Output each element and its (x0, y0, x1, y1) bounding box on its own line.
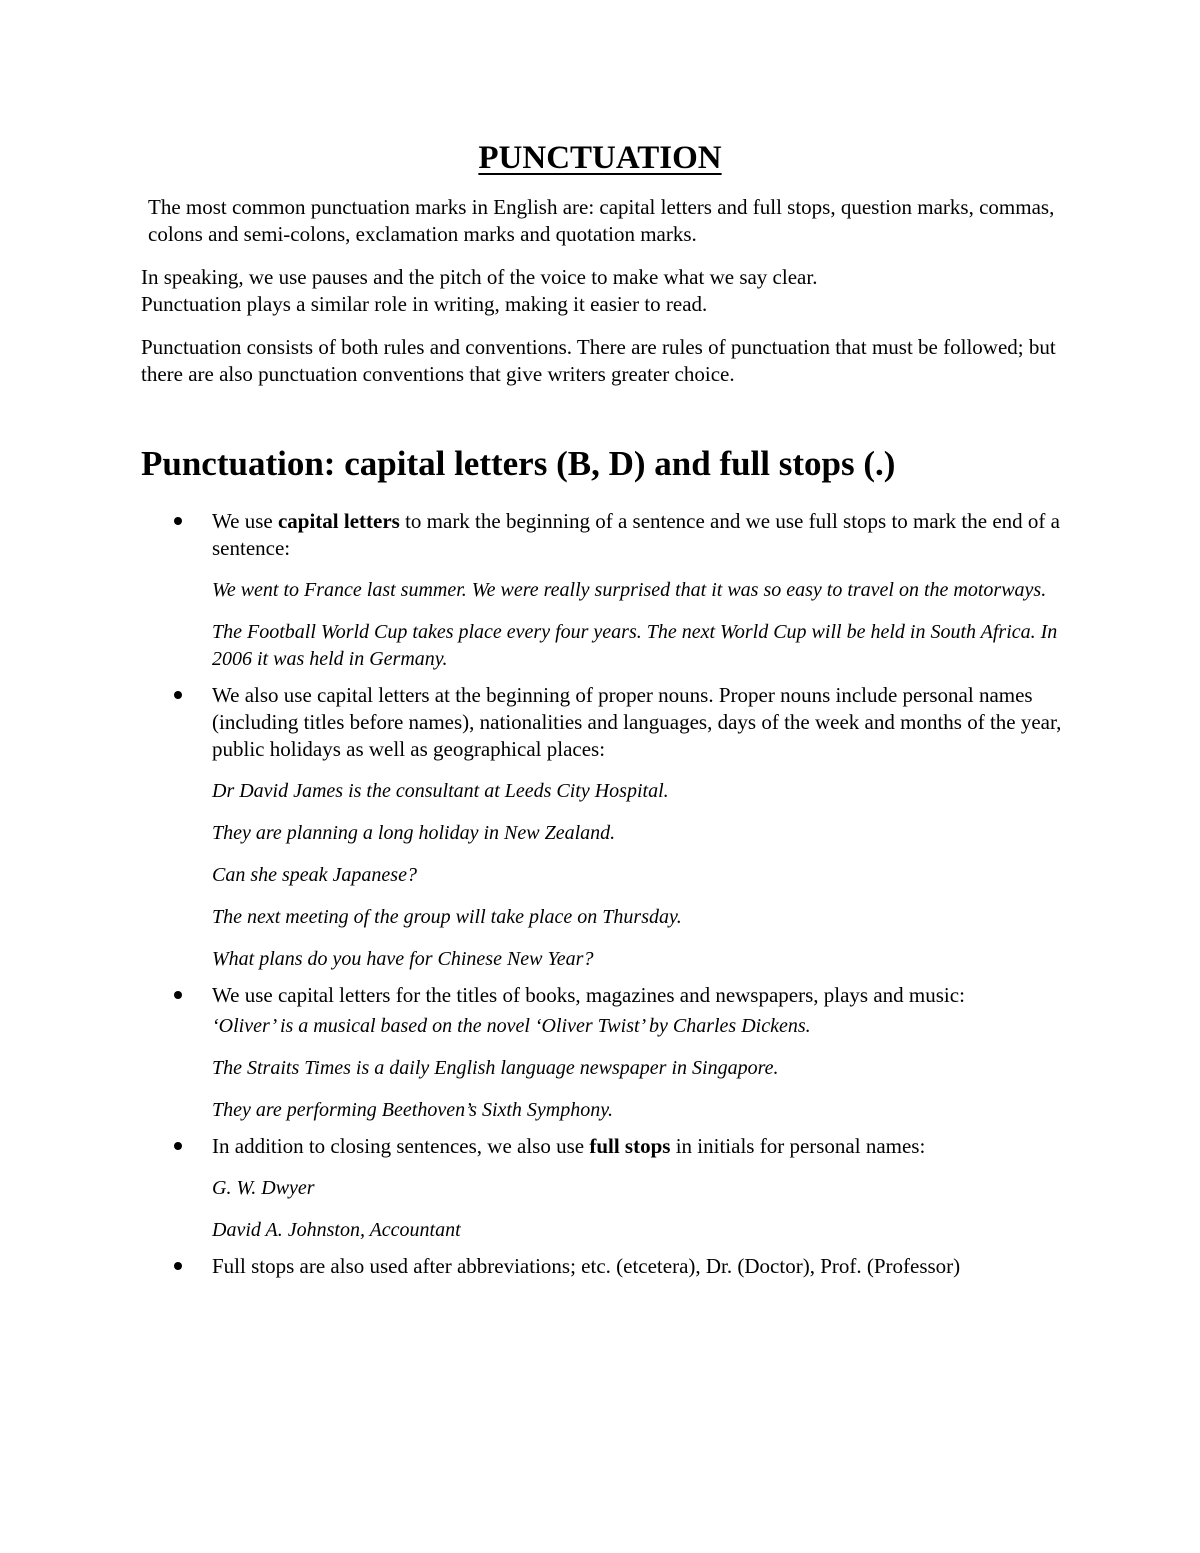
bullet-text-end: to mark the beginning of a sentence and we use full stops to mark the end of a sentence: (212, 509, 1060, 560)
example-sentence: G. W. Dwyer (212, 1177, 315, 1199)
example-sentence: They are planning a long holiday in New Zealand. (212, 822, 616, 844)
bullet-text-start: In addition to closing sentences, we also use (212, 1134, 590, 1158)
bullet-item (141, 1253, 1101, 1280)
example-sentence: The Football World Cup takes place every four years. The next World Cup will be held in South Africa. In 2006 it was held in Germany. (212, 621, 1058, 670)
page-title: PUNCTUATION (478, 140, 722, 176)
bullet-text-start: We use (212, 509, 278, 533)
example-sentence: Can she speak Japanese? (212, 864, 417, 886)
example-sentence: The next meeting of the group will take place on Thursday. (212, 906, 682, 928)
bullet-text-end: in initials for personal names: (670, 1134, 926, 1158)
example-sentence: David A. Johnston, Accountant (212, 1219, 461, 1241)
bullet-icon (174, 1262, 182, 1270)
bullet-text: We use capital letters for the titles of books, magazines and newspapers, plays and music: (212, 983, 965, 1007)
bullet-item (141, 682, 1101, 973)
section-heading: Punctuation: capital letters (B, D) and full stops (.) (141, 444, 896, 483)
intro-paragraph: In speaking, we use pauses and the pitch of the voice to make what we say clear. Punctuation plays a similar role in writing, making it easier to read. (141, 265, 818, 316)
bullet-bold-term: capital letters (277, 509, 400, 533)
bullet-item (141, 508, 1101, 673)
bullet-item (141, 982, 1101, 1124)
intro-section (141, 194, 1091, 404)
intro-paragraph: Punctuation consists of both rules and conventions. There are rules of punctuation that must be followed; but there are also punctuation conventions that give writers greater choice. (141, 335, 1056, 386)
bullet-text: We also use capital letters at the beginning of proper nouns. Proper nouns include personal names (including titles before names), nationalities and languages, days of the week and months of the year, public holidays as well as geographical places: (212, 683, 1062, 761)
example-sentence: What plans do you have for Chinese New Year? (212, 948, 594, 970)
bullet-icon (174, 991, 182, 999)
bullet-icon (174, 691, 182, 699)
bullet-item (141, 1133, 1101, 1244)
example-sentence: Dr David James is the consultant at Leeds City Hospital. (212, 780, 669, 802)
bullet-icon (174, 517, 182, 525)
bullet-bold-term: full stops (589, 1134, 671, 1158)
example-sentence: They are performing Beethoven’s Sixth Symphony. (212, 1099, 614, 1121)
bullet-text (212, 508, 1062, 562)
bullet-icon (174, 1142, 182, 1150)
bullet-list (141, 508, 1101, 1289)
intro-paragraph: The most common punctuation marks in English are: capital letters and full stops, question marks, commas, colons and semi-colons, exclamation marks and quotation marks. (148, 195, 1055, 246)
example-sentence: ‘Oliver’ is a musical based on the novel ‘Oliver Twist’ by Charles Dickens. (212, 1015, 811, 1037)
example-sentence: The Straits Times is a daily English language newspaper in Singapore. (212, 1057, 779, 1079)
bullet-text (212, 1133, 1101, 1160)
example-sentence: We went to France last summer. We were really surprised that it was so easy to travel on the motorways. (212, 579, 1047, 601)
bullet-text: Full stops are also used after abbreviations; etc. (etcetera), Dr. (Doctor), Prof. (Professor) (212, 1254, 961, 1278)
